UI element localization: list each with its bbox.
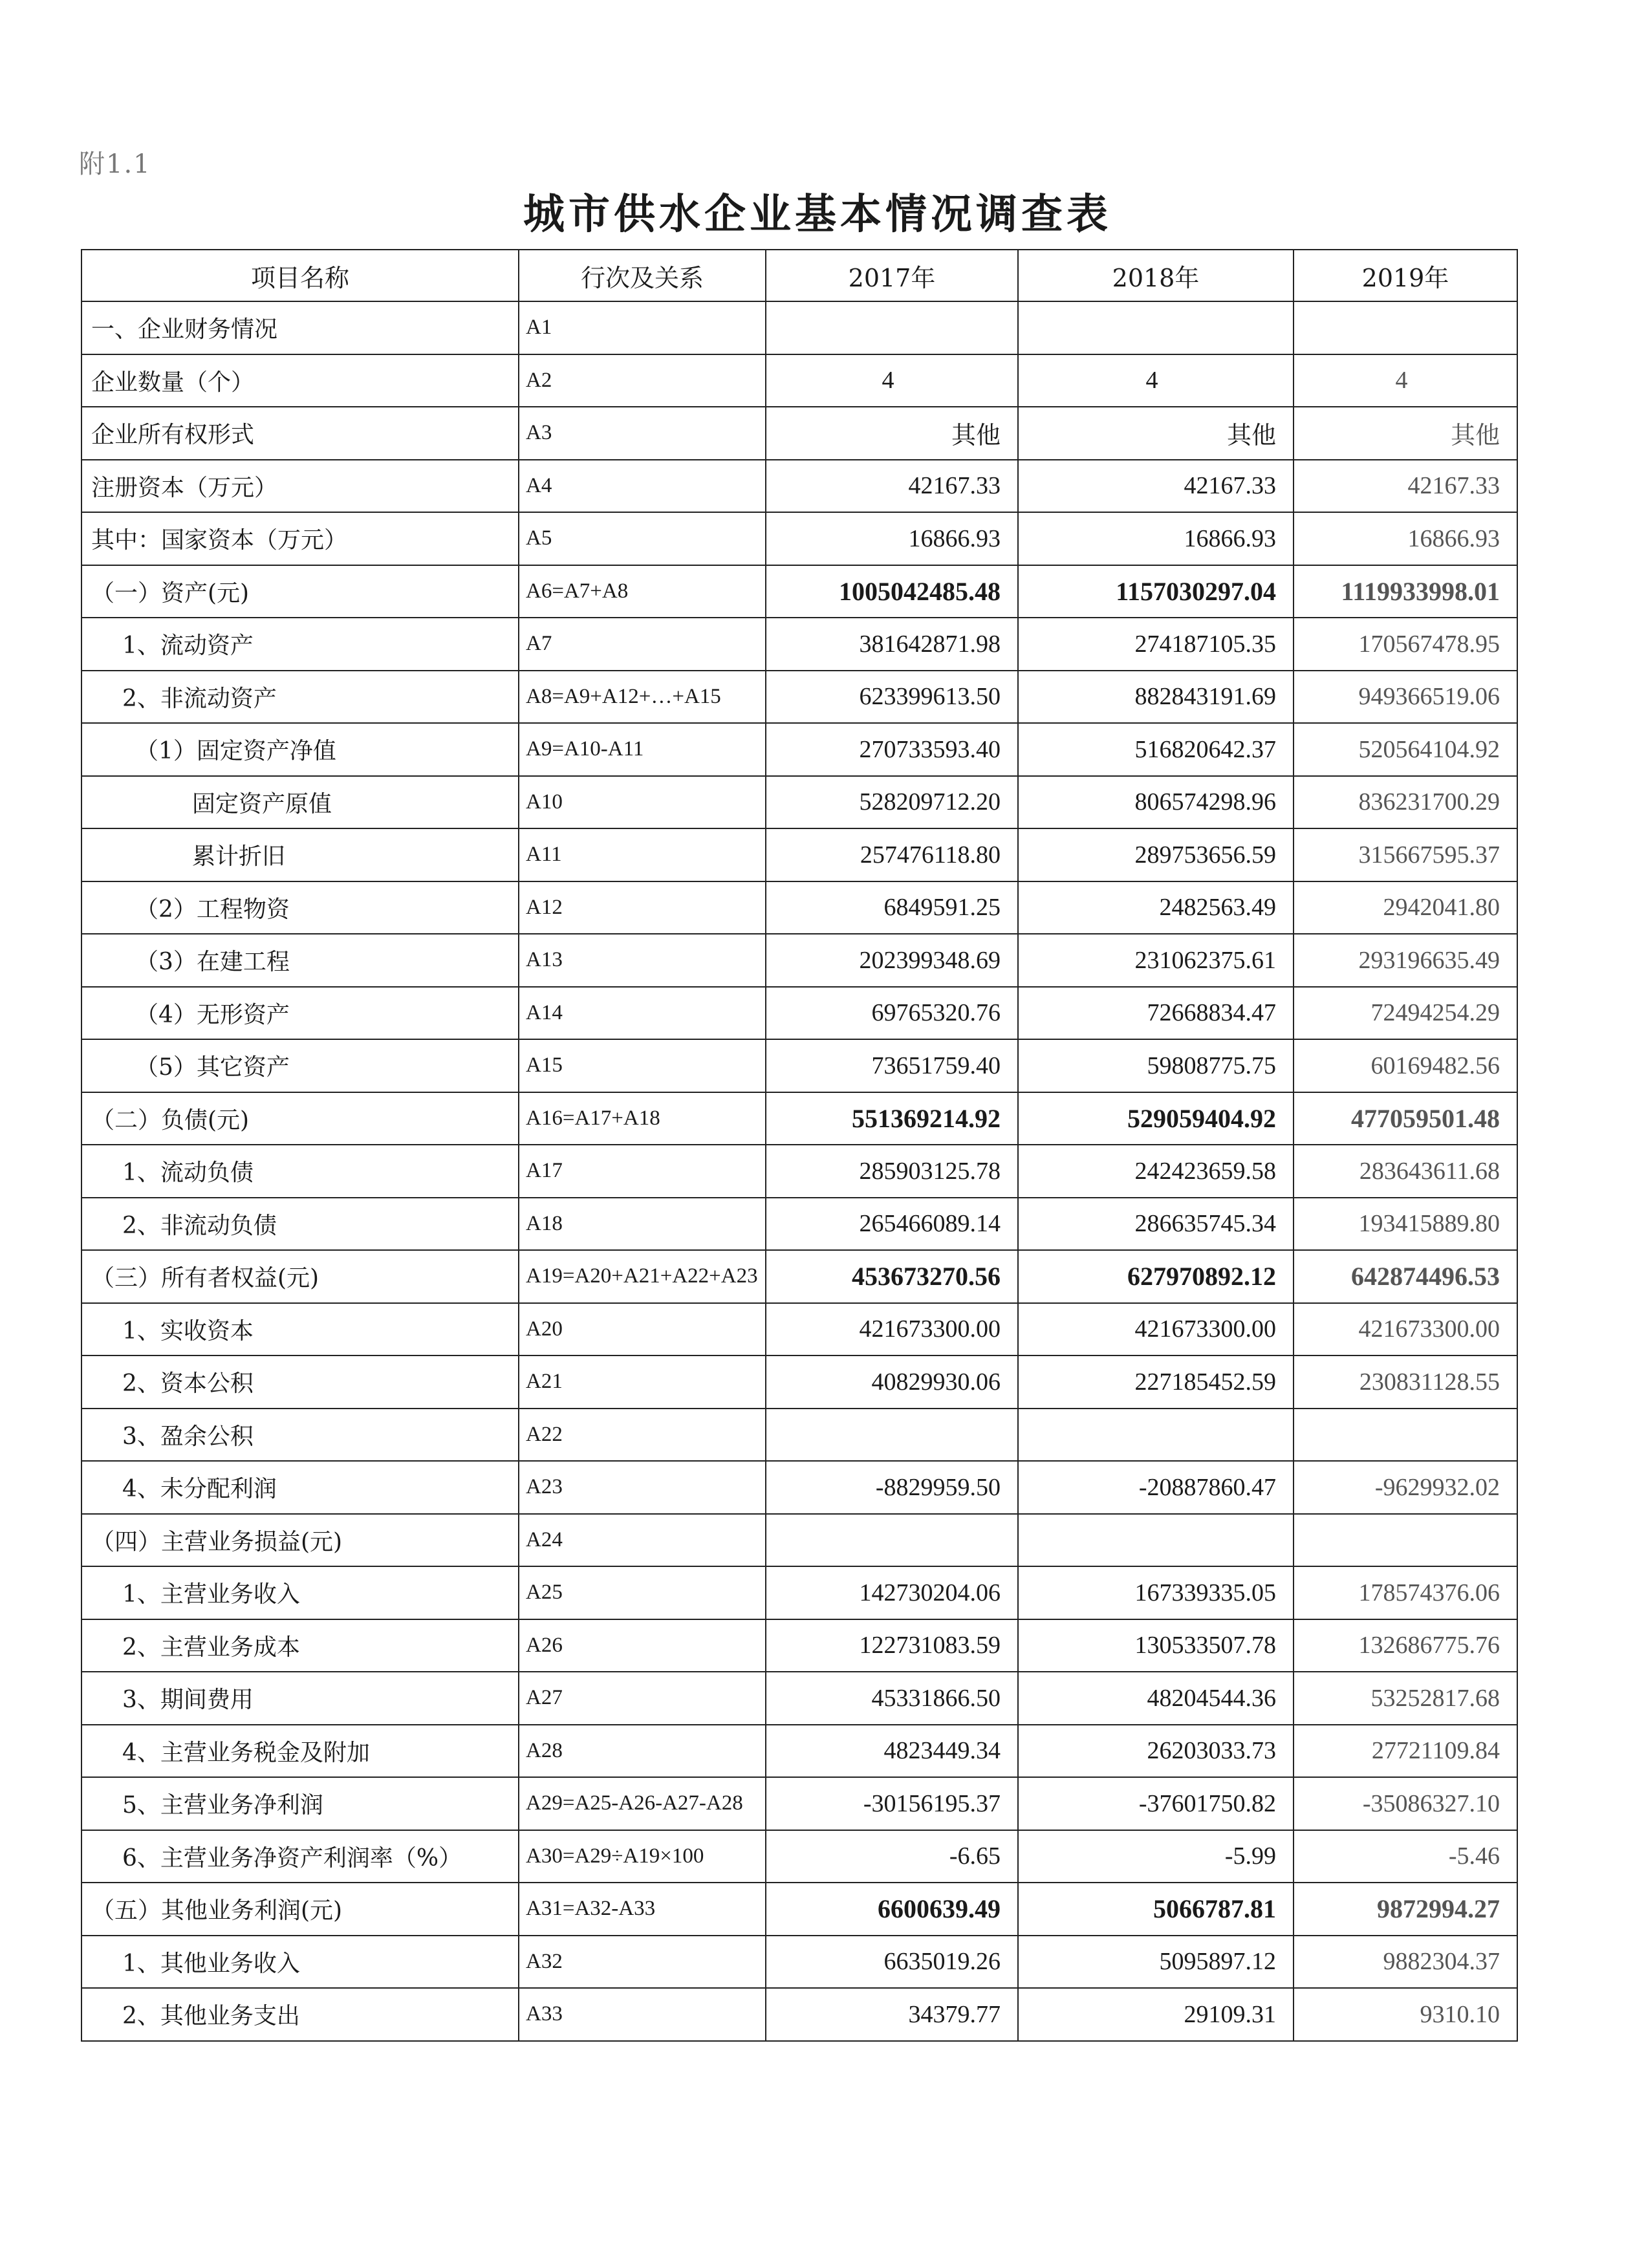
row-line-code: A19=A20+A21+A22+A23 [519, 1250, 766, 1303]
row-item-name: 2、其他业务支出 [81, 1988, 519, 2041]
table-row [81, 934, 1517, 987]
cell-value-2019: -9629932.02 [1294, 1461, 1517, 1514]
row-line-code: A21 [519, 1355, 766, 1409]
table-row [81, 1303, 1517, 1356]
cell-value-2019: 其他 [1294, 407, 1517, 460]
row-item-name: （五）其他业务利润(元) [81, 1883, 519, 1936]
row-item-name: 固定资产原值 [81, 776, 519, 829]
table-row [81, 1250, 1517, 1303]
row-item-name: 4、未分配利润 [81, 1461, 519, 1514]
table-row [81, 1830, 1517, 1883]
cell-value-2018: 274187105.35 [1018, 618, 1294, 671]
header-year-2019: 2019年 [1294, 250, 1517, 301]
row-item-name: 6、主营业务净资产利润率（%） [81, 1830, 519, 1883]
cell-value-2018 [1018, 1409, 1294, 1462]
cell-value-2019 [1294, 1514, 1517, 1567]
cell-value-2018: 16866.93 [1018, 512, 1294, 565]
cell-value-2018: 231062375.61 [1018, 934, 1294, 987]
row-line-code: A22 [519, 1409, 766, 1462]
cell-value-2019: 2942041.80 [1294, 881, 1517, 934]
cell-value-2019: -5.46 [1294, 1830, 1517, 1883]
table-row [81, 565, 1517, 618]
table-row [81, 1883, 1517, 1936]
cell-value-2019: 53252817.68 [1294, 1672, 1517, 1725]
table-row [81, 1355, 1517, 1409]
cell-value-2017: 其他 [766, 407, 1018, 460]
cell-value-2017: -6.65 [766, 1830, 1018, 1883]
row-item-name: （四）主营业务损益(元) [81, 1514, 519, 1567]
row-item-name: （三）所有者权益(元) [81, 1250, 519, 1303]
table-row [81, 723, 1517, 776]
row-line-code: A11 [519, 828, 766, 881]
cell-value-2017: 257476118.80 [766, 828, 1018, 881]
cell-value-2017: 42167.33 [766, 460, 1018, 513]
row-item-name: 2、资本公积 [81, 1355, 519, 1409]
row-line-code: A31=A32-A33 [519, 1883, 766, 1936]
cell-value-2018: 1157030297.04 [1018, 565, 1294, 618]
row-line-code: A27 [519, 1672, 766, 1725]
cell-value-2017: 34379.77 [766, 1988, 1018, 2041]
cell-value-2019: 9310.10 [1294, 1988, 1517, 2041]
table-row [81, 512, 1517, 565]
cell-value-2019: 9882304.37 [1294, 1936, 1517, 1989]
cell-value-2017: 6635019.26 [766, 1936, 1018, 1989]
row-item-name: 注册资本（万元） [81, 460, 519, 513]
cell-value-2017: 623399613.50 [766, 671, 1018, 724]
cell-value-2018 [1018, 1514, 1294, 1567]
row-item-name: 1、其他业务收入 [81, 1936, 519, 1989]
row-item-name: 一、企业财务情况 [81, 301, 519, 354]
cell-value-2017: 73651759.40 [766, 1039, 1018, 1092]
cell-value-2018: 227185452.59 [1018, 1355, 1294, 1409]
cell-value-2019: 132686775.76 [1294, 1619, 1517, 1672]
row-line-code: A24 [519, 1514, 766, 1567]
cell-value-2017: 453673270.56 [766, 1250, 1018, 1303]
row-line-code: A33 [519, 1988, 766, 2041]
row-line-code: A16=A17+A18 [519, 1092, 766, 1145]
cell-value-2018: 其他 [1018, 407, 1294, 460]
cell-value-2019: 27721109.84 [1294, 1725, 1517, 1778]
row-line-code: A28 [519, 1725, 766, 1778]
row-line-code: A9=A10-A11 [519, 723, 766, 776]
row-item-name: 1、流动负债 [81, 1145, 519, 1198]
row-line-code: A30=A29÷A19×100 [519, 1830, 766, 1883]
cell-value-2018: 59808775.75 [1018, 1039, 1294, 1092]
row-item-name: 1、流动资产 [81, 618, 519, 671]
cell-value-2018: 48204544.36 [1018, 1672, 1294, 1725]
row-item-name: 其中：国家资本（万元） [81, 512, 519, 565]
cell-value-2018: 2482563.49 [1018, 881, 1294, 934]
cell-value-2019: 230831128.55 [1294, 1355, 1517, 1409]
table-row [81, 1988, 1517, 2041]
cell-value-2018: -5.99 [1018, 1830, 1294, 1883]
cell-value-2019: 836231700.29 [1294, 776, 1517, 829]
cell-value-2017: 381642871.98 [766, 618, 1018, 671]
cell-value-2017: 4823449.34 [766, 1725, 1018, 1778]
cell-value-2017: 69765320.76 [766, 987, 1018, 1040]
row-item-name: （2）工程物资 [81, 881, 519, 934]
table-row [81, 987, 1517, 1040]
row-line-code: A2 [519, 354, 766, 407]
cell-value-2017 [766, 301, 1018, 354]
table-row [81, 1461, 1517, 1514]
cell-value-2017: 551369214.92 [766, 1092, 1018, 1145]
row-item-name: 4、主营业务税金及附加 [81, 1725, 519, 1778]
cell-value-2019: 9872994.27 [1294, 1883, 1517, 1936]
document-title: 城市供水企业基本情况调查表 [523, 190, 1112, 239]
table-row [81, 460, 1517, 513]
cell-value-2019: 293196635.49 [1294, 934, 1517, 987]
table-row [81, 1672, 1517, 1725]
table-row [81, 1145, 1517, 1198]
row-line-code: A25 [519, 1566, 766, 1619]
cell-value-2017 [766, 1409, 1018, 1462]
table-row [81, 301, 1517, 354]
cell-value-2017: 142730204.06 [766, 1566, 1018, 1619]
row-item-name: （二）负债(元) [81, 1092, 519, 1145]
cell-value-2019: 4 [1294, 354, 1517, 407]
cell-value-2018: 29109.31 [1018, 1988, 1294, 2041]
row-item-name: 累计折旧 [81, 828, 519, 881]
cell-value-2017: 528209712.20 [766, 776, 1018, 829]
cell-value-2019: 170567478.95 [1294, 618, 1517, 671]
row-line-code: A6=A7+A8 [519, 565, 766, 618]
table-row [81, 1514, 1517, 1567]
table-body [81, 301, 1517, 2041]
row-item-name: 1、主营业务收入 [81, 1566, 519, 1619]
row-line-code: A23 [519, 1461, 766, 1514]
header-line-relation: 行次及关系 [519, 250, 766, 301]
cell-value-2019: 178574376.06 [1294, 1566, 1517, 1619]
table-row [81, 881, 1517, 934]
row-line-code: A5 [519, 512, 766, 565]
row-line-code: A17 [519, 1145, 766, 1198]
table-row [81, 1619, 1517, 1672]
cell-value-2017: 202399348.69 [766, 934, 1018, 987]
cell-value-2019: 949366519.06 [1294, 671, 1517, 724]
cell-value-2019: 477059501.48 [1294, 1092, 1517, 1145]
cell-value-2019: 72494254.29 [1294, 987, 1517, 1040]
cell-value-2018: 806574298.96 [1018, 776, 1294, 829]
row-item-name: 2、非流动资产 [81, 671, 519, 724]
table-row [81, 776, 1517, 829]
table-row [81, 1566, 1517, 1619]
cell-value-2019: 642874496.53 [1294, 1250, 1517, 1303]
row-line-code: A12 [519, 881, 766, 934]
cell-value-2017: 16866.93 [766, 512, 1018, 565]
cell-value-2018 [1018, 301, 1294, 354]
row-line-code: A26 [519, 1619, 766, 1672]
cell-value-2018: 4 [1018, 354, 1294, 407]
cell-value-2018: 627970892.12 [1018, 1250, 1294, 1303]
cell-value-2019: 193415889.80 [1294, 1198, 1517, 1251]
cell-value-2018: 5095897.12 [1018, 1936, 1294, 1989]
table-row [81, 1409, 1517, 1462]
table-row [81, 1936, 1517, 1989]
cell-value-2017: -30156195.37 [766, 1777, 1018, 1830]
cell-value-2017 [766, 1514, 1018, 1567]
row-item-name: （一）资产(元) [81, 565, 519, 618]
row-item-name: 3、期间费用 [81, 1672, 519, 1725]
cell-value-2019: 315667595.37 [1294, 828, 1517, 881]
cell-value-2019: 520564104.92 [1294, 723, 1517, 776]
table-row [81, 828, 1517, 881]
cell-value-2019: 16866.93 [1294, 512, 1517, 565]
row-item-name: 企业所有权形式 [81, 407, 519, 460]
table-row [81, 1725, 1517, 1778]
row-line-code: A18 [519, 1198, 766, 1251]
row-line-code: A7 [519, 618, 766, 671]
row-line-code: A1 [519, 301, 766, 354]
cell-value-2019: 60169482.56 [1294, 1039, 1517, 1092]
row-line-code: A32 [519, 1936, 766, 1989]
table-header-row [81, 250, 1517, 301]
cell-value-2018: 5066787.81 [1018, 1883, 1294, 1936]
cell-value-2019 [1294, 1409, 1517, 1462]
table-row [81, 1039, 1517, 1092]
row-line-code: A3 [519, 407, 766, 460]
row-item-name: （5）其它资产 [81, 1039, 519, 1092]
table-row [81, 618, 1517, 671]
table-row [81, 1092, 1517, 1145]
cell-value-2018: 167339335.05 [1018, 1566, 1294, 1619]
cell-value-2018: 242423659.58 [1018, 1145, 1294, 1198]
cell-value-2017: 45331866.50 [766, 1672, 1018, 1725]
table-row [81, 1198, 1517, 1251]
cell-value-2018: 72668834.47 [1018, 987, 1294, 1040]
cell-value-2017: 265466089.14 [766, 1198, 1018, 1251]
cell-value-2017: 421673300.00 [766, 1303, 1018, 1356]
cell-value-2017: 6849591.25 [766, 881, 1018, 934]
cell-value-2018: 130533507.78 [1018, 1619, 1294, 1672]
cell-value-2018: 529059404.92 [1018, 1092, 1294, 1145]
table-row [81, 354, 1517, 407]
cell-value-2017: 4 [766, 354, 1018, 407]
cell-value-2019: -35086327.10 [1294, 1777, 1517, 1830]
row-item-name: （4）无形资产 [81, 987, 519, 1040]
row-line-code: A4 [519, 460, 766, 513]
survey-table-container [81, 249, 1517, 2042]
row-item-name: 2、主营业务成本 [81, 1619, 519, 1672]
row-item-name: 1、实收资本 [81, 1303, 519, 1356]
cell-value-2018: 516820642.37 [1018, 723, 1294, 776]
survey-table [81, 249, 1518, 2042]
cell-value-2017: 122731083.59 [766, 1619, 1018, 1672]
row-line-code: A8=A9+A12+…+A15 [519, 671, 766, 724]
row-line-code: A15 [519, 1039, 766, 1092]
row-item-name: 5、主营业务净利润 [81, 1777, 519, 1830]
cell-value-2018: 882843191.69 [1018, 671, 1294, 724]
cell-value-2019: 42167.33 [1294, 460, 1517, 513]
cell-value-2018: -20887860.47 [1018, 1461, 1294, 1514]
row-item-name: 企业数量（个） [81, 354, 519, 407]
cell-value-2019: 421673300.00 [1294, 1303, 1517, 1356]
cell-value-2018: -37601750.82 [1018, 1777, 1294, 1830]
cell-value-2017: 285903125.78 [766, 1145, 1018, 1198]
header-year-2018: 2018年 [1018, 250, 1294, 301]
row-line-code: A29=A25-A26-A27-A28 [519, 1777, 766, 1830]
cell-value-2017: -8829959.50 [766, 1461, 1018, 1514]
table-row [81, 671, 1517, 724]
row-item-name: 2、非流动负债 [81, 1198, 519, 1251]
row-line-code: A20 [519, 1303, 766, 1356]
cell-value-2018: 421673300.00 [1018, 1303, 1294, 1356]
cell-value-2017: 270733593.40 [766, 723, 1018, 776]
row-item-name: （3）在建工程 [81, 934, 519, 987]
row-item-name: （1）固定资产净值 [81, 723, 519, 776]
row-line-code: A13 [519, 934, 766, 987]
header-item-name: 项目名称 [81, 250, 519, 301]
cell-value-2018: 26203033.73 [1018, 1725, 1294, 1778]
header-year-2017: 2017年 [766, 250, 1018, 301]
page-label: 附1.1 [79, 149, 151, 179]
cell-value-2019: 283643611.68 [1294, 1145, 1517, 1198]
cell-value-2017: 40829930.06 [766, 1355, 1018, 1409]
cell-value-2017: 1005042485.48 [766, 565, 1018, 618]
row-item-name: 3、盈余公积 [81, 1409, 519, 1462]
table-row [81, 1777, 1517, 1830]
cell-value-2018: 289753656.59 [1018, 828, 1294, 881]
cell-value-2018: 42167.33 [1018, 460, 1294, 513]
row-line-code: A14 [519, 987, 766, 1040]
table-row [81, 407, 1517, 460]
cell-value-2017: 6600639.49 [766, 1883, 1018, 1936]
row-line-code: A10 [519, 776, 766, 829]
cell-value-2018: 286635745.34 [1018, 1198, 1294, 1251]
cell-value-2019 [1294, 301, 1517, 354]
cell-value-2019: 1119933998.01 [1294, 565, 1517, 618]
